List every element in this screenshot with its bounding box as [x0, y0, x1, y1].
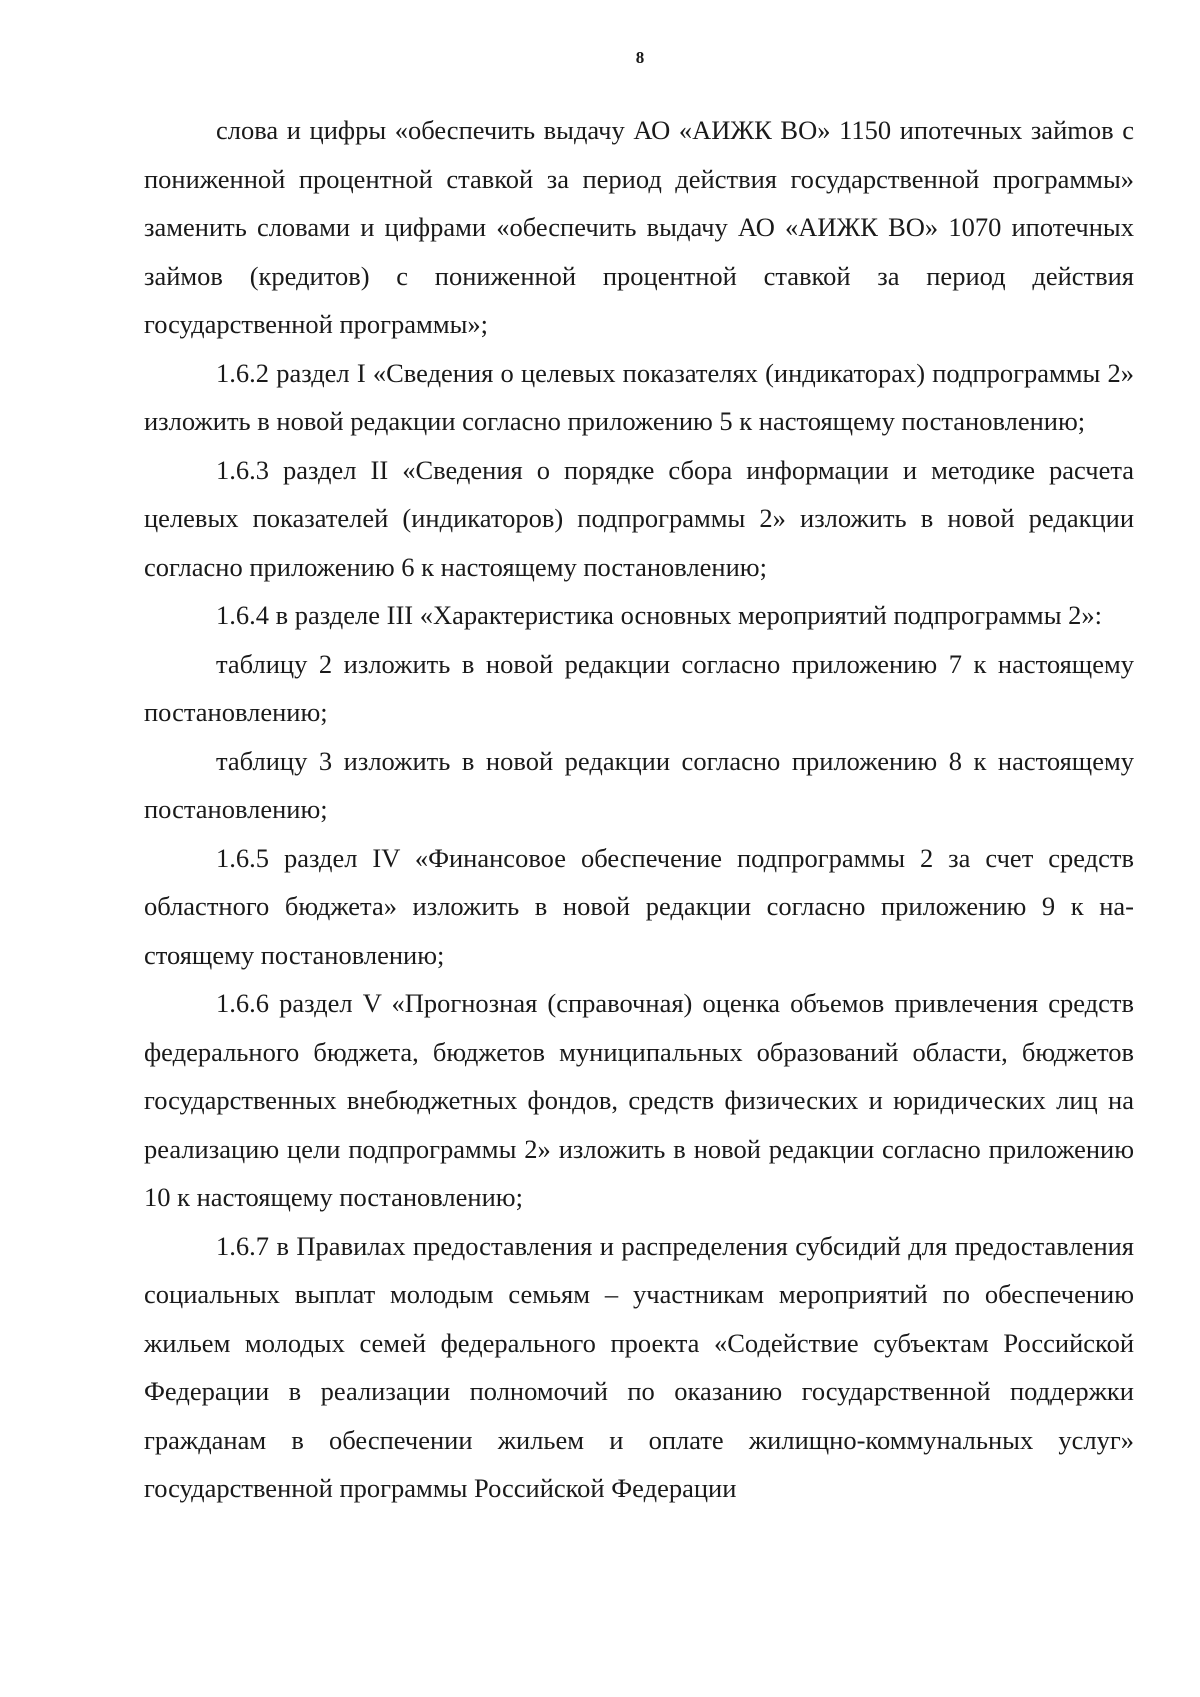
paragraph-table-2: таблицу 2 изложить в новой редакции согласно приложению 7 к настоящему постановлению;: [144, 648, 1134, 727]
page-number: 8: [635, 48, 645, 67]
paragraph-1-6-4: 1.6.4 в разделе III «Характеристика основных мероприятий подпрограммы 2»:: [216, 600, 1102, 630]
paragraph-1-6-7: 1.6.7 в Правилах предоставления и распределения субсидий для предоставления социальных выплат молодым семьям – участникам мероприятий по обеспечению жильем молодых семей федерального проекта «Содействие субъектам Российской Федерации в реализации полномочий по оказанию государственной поддержки гражданам в обеспечении жильем и оплате жилищно-коммунальных услуг» государственной программы Российской Федерации: [144, 1230, 1134, 1503]
paragraph-table-3: таблицу 3 изложить в новой редакции согласно приложению 8 к настоящему постановлению;: [144, 745, 1134, 824]
paragraph-1-6-5: 1.6.5 раздел IV «Финансовое обеспечение подпрограммы 2 за счет средств областного бюджета» изложить в новой редакции согласно приложению 9 к настоящему постановлению;: [144, 842, 1134, 970]
paragraph-1-6-6: 1.6.6 раздел V «Прогнозная (справочная) оценка объемов привлечения средств федерального бюджета, бюджетов муниципальных образований области, бюджетов государственных внебюджетных фондов, средств физических и юридических лиц на реализацию цели подпрограммы 2» изложить в новой редакции согласно приложению 10 к настоящему постановлению;: [144, 988, 1134, 1212]
paragraph-1-6-2: 1.6.2 раздел I «Сведения о целевых показателях (индикаторах) подпрограммы 2» изложить в новой редакции согласно приложению 5 к настоящему постановлению;: [144, 357, 1134, 436]
document-body: [144, 106, 1134, 1513]
paragraph-1-6-3: 1.6.3 раздел II «Сведения о порядке сбора информации и методике расчета целевых показателей (индикаторов) подпрограммы 2» изложить в новой редакции согласно приложению 6 к настоящему постановлению;: [144, 454, 1134, 582]
paragraph-continuation: слова и цифры «обеспечить выдачу АО «АИЖК ВО» 1150 ипотечных зайmов с пониженной процентной ставкой за период действия государственной программы» заменить словами и цифрами «обеспечить выдачу АО «АИЖК ВО» 1070 ипотечных займов (кредитов) с пониженной процентной ставкой за период действия государственной программы»;: [144, 115, 1134, 339]
